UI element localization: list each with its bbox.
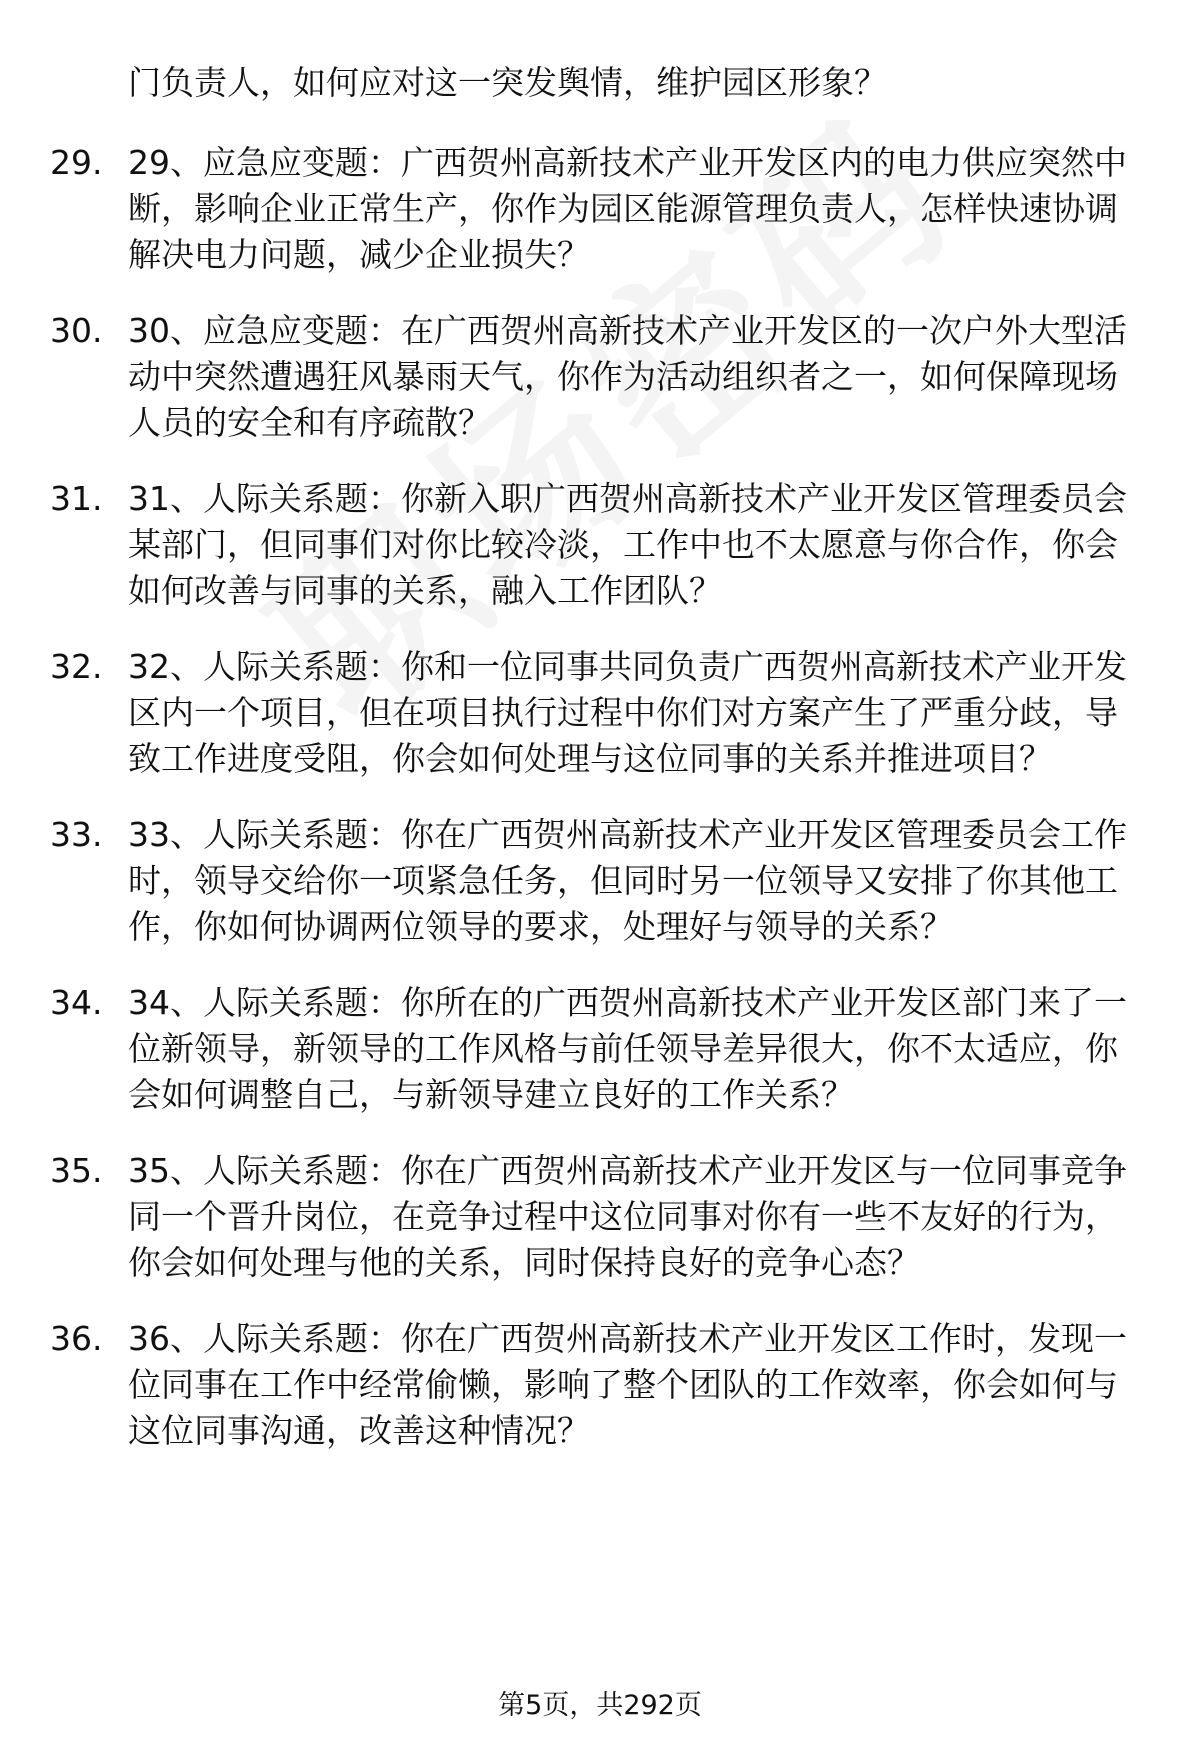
item-text: 35、人际关系题：你在广西贺州高新技术产业开发区与一位同事竞争同一个晋升岗位，在竞争过程中这位同事对你有一些不友好的行为，你会如何处理与他的关系，同时保持良好的竞争心态？: [128, 1151, 1127, 1282]
list-item: [0, 1316, 1200, 1454]
list-item: [0, 980, 1200, 1118]
item-number: 29.: [50, 143, 103, 182]
list-item: [0, 644, 1200, 782]
item-text: 30、应急应变题：在广西贺州高新技术产业开发区的一次户外大型活动中突然遭遇狂风暴雨天气，你作为活动组织者之一，如何保障现场人员的安全和有序疏散？: [128, 311, 1127, 442]
list-item: [0, 140, 1200, 278]
list-item: [0, 1148, 1200, 1286]
item-number: 33.: [50, 815, 103, 854]
item-text: 32、人际关系题：你和一位同事共同负责广西贺州高新技术产业开发区内一个项目，但在项目执行过程中你们对方案产生了严重分歧，导致工作进度受阻，你会如何处理与这位同事的关系并推进项目？: [128, 647, 1127, 778]
item-text: 31、人际关系题：你新入职广西贺州高新技术产业开发区管理委员会某部门，但同事们对你比较冷淡，工作中也不太愿意与你合作，你会如何改善与同事的关系，融入工作团队？: [128, 479, 1127, 610]
item-text: 34、人际关系题：你所在的广西贺州高新技术产业开发区部门来了一位新领导，新领导的工作风格与前任领导差异很大，你不太适应，你会如何调整自己，与新领导建立良好的工作关系？: [128, 983, 1127, 1114]
item-text: 36、人际关系题：你在广西贺州高新技术产业开发区工作时，发现一位同事在工作中经常偷懒，影响了整个团队的工作效率，你会如何与这位同事沟通，改善这种情况？: [128, 1319, 1127, 1450]
item-number: 31.: [50, 479, 103, 518]
question-list: [0, 140, 1200, 1484]
item-number: 30.: [50, 311, 103, 350]
item-number: 34.: [50, 983, 103, 1022]
item-number: 32.: [50, 647, 103, 686]
list-item: [0, 812, 1200, 950]
item-text: 29、应急应变题：广西贺州高新技术产业开发区内的电力供应突然中断，影响企业正常生产，你作为园区能源管理负责人，怎样快速协调解决电力问题，减少企业损失？: [128, 143, 1127, 274]
item-number: 35.: [50, 1151, 103, 1190]
item-text: 33、人际关系题：你在广西贺州高新技术产业开发区管理委员会工作时，领导交给你一项紧急任务，但同时另一位领导又安排了你其他工作，你如何协调两位领导的要求，处理好与领导的关系？: [128, 815, 1127, 946]
page-footer: 第5页，共292页: [498, 1690, 702, 1721]
list-item: [0, 476, 1200, 614]
item-number: 36.: [50, 1319, 103, 1358]
list-item: [0, 308, 1200, 446]
continuation-text: 门负责人，如何应对这一突发舆情，维护园区形象？: [128, 63, 887, 102]
